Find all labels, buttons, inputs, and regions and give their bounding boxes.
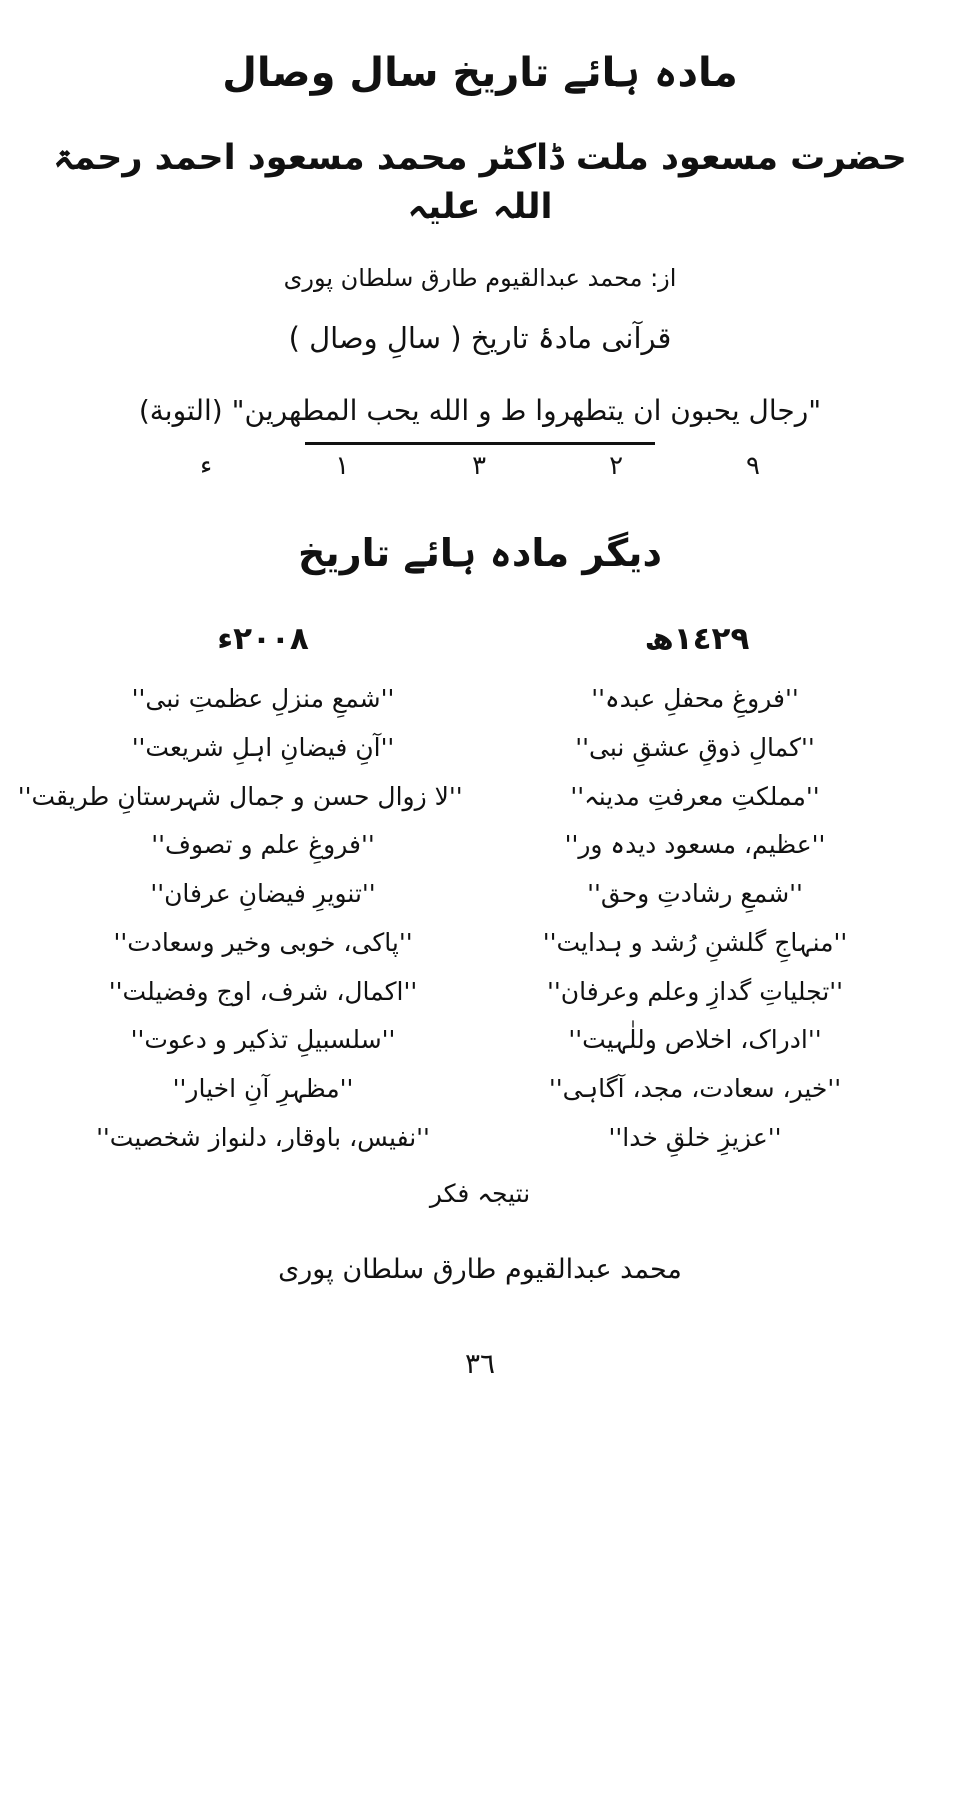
list-item: ''لا زوال حسن و جمال شہرستانِ طریقت'' [17, 781, 463, 811]
list-item: ''فروغِ علم و تصوف'' [151, 830, 375, 860]
quran-verse: "رجال يحبون ان يتطهروا ط و الله يحب المطهرين" (التوبة) [138, 394, 822, 428]
list-item: ''تنویرِ فیضانِ عرفان'' [150, 879, 376, 909]
signature: محمد عبدالقیوم طارق سلطان پوری [278, 1253, 682, 1285]
page-number: ٣٦ [464, 1346, 496, 1380]
result-label: نتیجہ فکر [429, 1178, 531, 1208]
abjad-number: ١ [335, 451, 350, 482]
list-item: ''تجلیاتِ گدازِ وعلم وعرفان'' [546, 976, 844, 1006]
column-header-gregorian: ٢٠٠٨ء [217, 621, 309, 658]
abjad-number: ٩ [746, 451, 760, 482]
abjad-number-row [200, 451, 760, 481]
list-item: ''سلسبیلِ تذکیر و دعوت'' [130, 1025, 396, 1055]
list-item: ''منہاجِ گلشنِ رُشد و ہدایت'' [542, 927, 848, 957]
chronogram-column-gregorian [17, 621, 463, 1163]
abjad-number: ٣ [472, 451, 487, 482]
page-title: مادہ ہائے تاریخ سال وصال [222, 50, 738, 96]
list-item: ''آنِ فیضانِ اہلِ شریعت'' [131, 732, 395, 762]
list-item: ''اکمال، شرف، اوج وفضیلت'' [108, 976, 418, 1006]
list-item: ''شمعِ رشادتِ وحق'' [587, 879, 803, 909]
author-byline: از: محمد عبدالقیوم طارق سلطان پوری [283, 264, 677, 292]
page-subtitle: حضرت مسعود ملت ڈاکٹر محمد مسعود احمد رحمۃ اللہ علیہ [53, 138, 907, 227]
list-item: ''عزیزِ خلقِ خدا'' [608, 1122, 782, 1152]
list-item: ''خیر، سعادت، مجد، آگاہی'' [548, 1074, 842, 1104]
list-item: ''پاکی، خوبی وخیر وسعادت'' [113, 927, 413, 957]
list-item: ''مظہرِ آنِ اخیار'' [172, 1074, 354, 1104]
column-header-hijri: ١٤٢٩ھ [644, 621, 750, 658]
list-item: ''مملکتِ معرفتِ مدینہ'' [570, 781, 820, 811]
chronogram-column-hijri [497, 621, 896, 1163]
secondary-heading: دیگر مادہ ہائے تاریخ [298, 531, 662, 576]
list-item: ''عظیم، مسعود دیدہ ور'' [564, 830, 826, 860]
section-label: قرآنی مادۂ تاریخ ( سالِ وصال ) [288, 320, 672, 355]
abjad-number: ء [200, 451, 213, 482]
abjad-number: ٢ [609, 451, 624, 482]
list-item: ''فروغِ محفلِ عبدہ'' [591, 684, 799, 714]
list-item: ''نفیس، باوقار، دلنواز شخصیت'' [96, 1122, 430, 1152]
chronogram-columns [17, 621, 914, 1163]
list-item: ''کمالِ ذوقِ عشقِ نبی'' [575, 732, 815, 762]
list-item: ''شمعِ منزلِ عظمتِ نبی'' [131, 684, 395, 714]
list-item: ''ادراک، اخلاص وللٰہیت'' [568, 1025, 822, 1055]
horizontal-rule [305, 442, 655, 445]
